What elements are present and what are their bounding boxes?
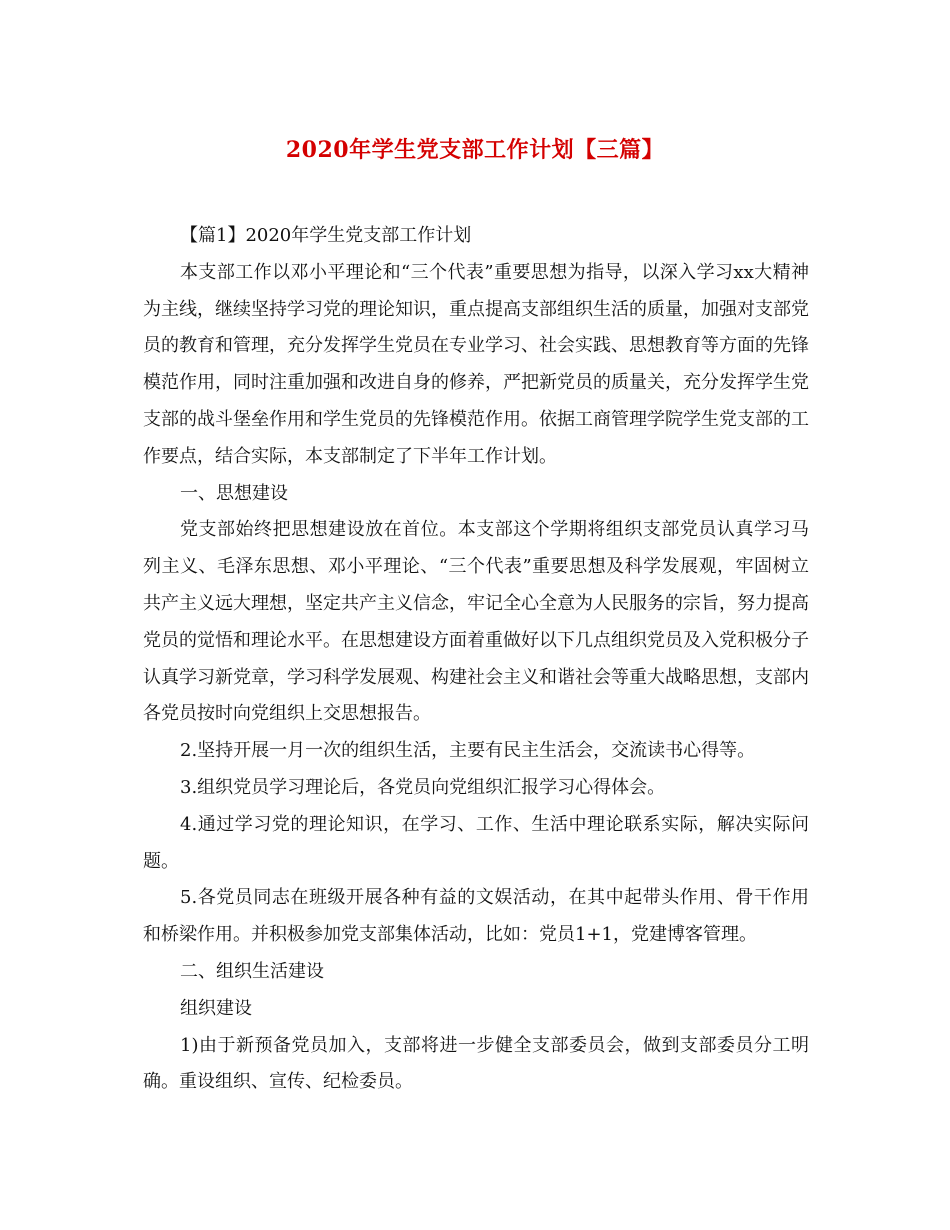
- list-item-3: 3.组织党员学习理论后，各党员向党组织汇报学习心得体会。: [180, 776, 666, 798]
- list-item-4: 4.通过学习党的理论知识，在学习、工作、生活中理论联系实际，解决实际问题。: [143, 813, 809, 872]
- paragraph-ideology: 党支部始终把思想建设放在首位。本支部这个学期将组织支部党员认真学习马列主义、毛泽东思想、邓小平理论、“三个代表”重要思想及科学发展观，牢固树立共产主义远大理想，坚定共产主义信念，牢记全心全意为人民服务的宗旨，努力提高党员的觉悟和理论水平。在思想建设方面着重做好以下几点组织党员及入党积极分子认真学习新党章，学习科学发展观、构建社会主义和谐社会等重大战略思想，支部内各党员按时向党组织上交思想报告。: [143, 519, 809, 725]
- section-heading-ideology: 一、思想建设: [180, 482, 288, 504]
- section-heading-org-life: 二、组织生活建设: [180, 960, 324, 982]
- section-heading-part1: 【篇1】2020年学生党支部工作计划: [180, 225, 472, 246]
- list-item-org-1: 1)由于新预备党员加入，支部将进一步健全支部委员会，做到支部委员分工明确。重设组织、宣传、纪检委员。: [143, 1034, 809, 1093]
- list-item-2: 2.坚持开展一月一次的组织生活，主要有民主生活会，交流读书心得等。: [180, 740, 756, 762]
- list-item-5: 5.各党员同志在班级开展各种有益的文娱活动，在其中起带头作用、骨干作用和桥梁作用。并积极参加党支部集体活动，比如：党员1+1，党建博客管理。: [143, 887, 809, 946]
- paragraph-intro: 本支部工作以邓小平理论和“三个代表”重要思想为指导，以深入学习xx大精神为主线，继续坚持学习党的理论知识，重点提高支部组织生活的质量，加强对支部党员的教育和管理，充分发挥学生党员在专业学习、社会实践、思想教育等方面的先锋模范作用，同时注重加强和改进自身的修养，严把新党员的质量关，充分发挥学生党支部的战斗堡垒作用和学生党员的先锋模范作用。依据工商管理学院学生党支部的工作要点，结合实际，本支部制定了下半年工作计划。: [143, 261, 809, 467]
- document-title: 2020年学生党支部工作计划【三篇】: [285, 137, 665, 163]
- subheading-org-building: 组织建设: [180, 997, 252, 1019]
- document-body: [143, 218, 809, 1101]
